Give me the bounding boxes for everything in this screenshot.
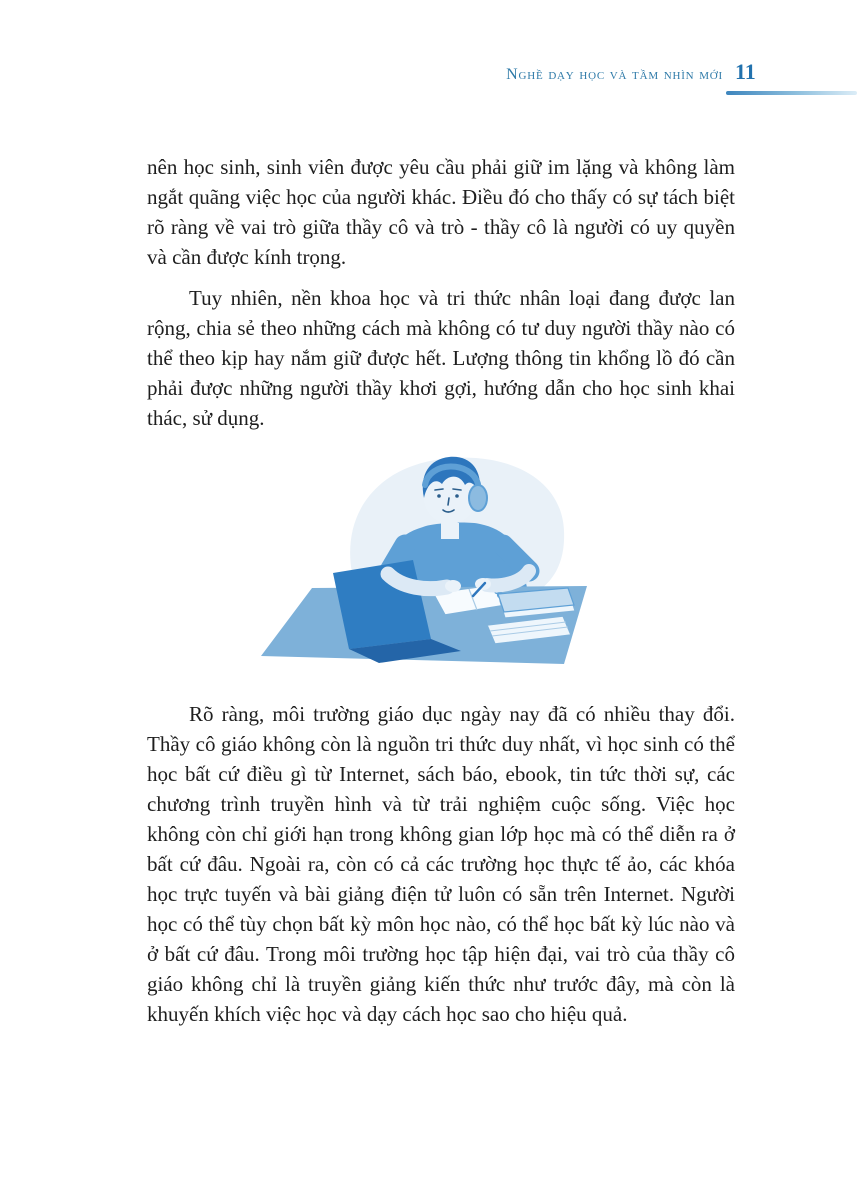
running-title: Nghề dạy học và tầm nhìn mới: [506, 66, 723, 83]
paragraph-1: nên học sinh, sinh viên được yêu cầu phải giữ im lặng và không làm ngắt quãng việc học của người khác. Điều đó cho thấy có sự tách biệt rõ ràng về vai trò giữa thầy cô và trò - thầy cô là người có uy quyền và cần được kính trọng.: [147, 155, 735, 269]
study-illustration: [237, 443, 617, 675]
student-left-hand: [445, 580, 461, 592]
running-header: [0, 0, 857, 100]
body-text: [147, 152, 735, 1029]
headphones-cup: [469, 485, 487, 511]
paragraph-2: Tuy nhiên, nền khoa học và tri thức nhân loại đang được lan rộng, chia sẻ theo những cách mà không có tư duy người thầy nào có thể theo kịp hay nắm giữ được hết. Lượng thông tin khổng lồ đó cần phải được những người thầy khơi gợi, hướng dẫn cho học sinh khai thác, sử dụng.: [147, 286, 735, 430]
page-number: 11: [735, 59, 756, 84]
student-neck: [441, 523, 459, 539]
paragraph-3: Rõ ràng, môi trường giáo dục ngày nay đã có nhiều thay đổi. Thầy cô giáo không còn là nguồn tri thức duy nhất, vì học sinh có thể học bất cứ điều gì từ Internet, sách báo, ebook, tin tức thời sự, các chương trình truyền hình và từ trải nghiệm cuộc sống. Việc học không còn chỉ giới hạn trong không gian lớp học mà có thể diễn ra ở bất cứ đâu. Ngoài ra, còn có cả các trường học thực tế ảo, các khóa học trực tuyến và bài giảng điện tử luôn có sẵn trên Internet. Người học có thể tùy chọn bất kỳ môn học nào, có thể học bất kỳ lúc nào và ở bất cứ đâu. Trong môi trường học tập hiện đại, vai trò của thầy cô giáo không chỉ là truyền giảng kiến thức như trước đây, mà còn là khuyến khích việc học và dạy cách học sao cho hiệu quả.: [147, 702, 735, 1026]
header-rule: [726, 91, 857, 95]
